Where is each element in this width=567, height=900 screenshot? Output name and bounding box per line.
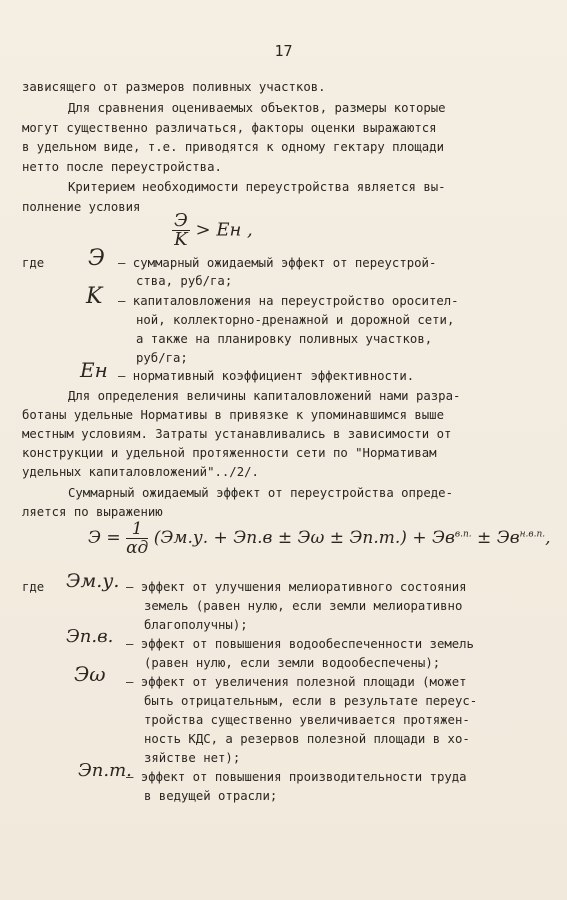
text-line: конструкции и удельной протяженности сети по "Нормативам: [22, 446, 437, 460]
formula-denominator: αд: [126, 538, 149, 558]
where-label: где: [22, 256, 45, 270]
formula-end: ,: [545, 528, 551, 548]
def-line: в ведущей отрасли;: [144, 789, 278, 803]
text-line: местным условиям. Затраты устанавливались в зависимости от: [22, 427, 452, 441]
text-line: ботаны удельные Нормативы в привязке к упоминавшимся выше: [22, 408, 444, 422]
def-symbol: K: [86, 284, 103, 309]
formula-total-effect: [88, 520, 551, 557]
def-line: земель (равен нулю, если земли мелиоративно: [144, 599, 463, 613]
def-symbol: Э: [88, 246, 105, 271]
def-line: ной, коллекторно-дренажной и дорожной сети,: [136, 313, 455, 327]
def-line: – нормативный коэффициент эффективности.: [118, 369, 415, 383]
def-line: – капиталовложения на переустройство оросител-: [118, 294, 459, 308]
text-line: полнение условия: [22, 200, 141, 214]
def-symbol: Эω: [74, 662, 106, 686]
text-line: Критерием необходимости переустройства является вы-: [68, 180, 446, 194]
formula-body: (Эм.у. + Эп.в ± Эω ± Эп.т.) + Эв: [153, 528, 455, 548]
def-symbol: Эп.в.: [66, 626, 114, 647]
def-line: ность КДС, а резервов полезной площади в хо-: [144, 732, 470, 746]
text-line: удельных капиталовложений"../2/.: [22, 465, 259, 479]
page-number: 17: [274, 42, 293, 60]
def-symbol: Эм.у.: [66, 570, 120, 592]
def-line: благополучны);: [144, 618, 248, 632]
formula-criterion: [172, 212, 253, 249]
def-line: – эффект от повышения водообеспеченности земель: [126, 637, 474, 651]
formula-mid: ± Эв: [471, 528, 520, 548]
def-line: – эффект от повышения производительности труда: [126, 770, 467, 784]
def-symbol: Эп.т.: [78, 760, 132, 781]
formula-sup: в.п.: [454, 529, 472, 540]
def-line: быть отрицательным, если в результате переус-: [144, 694, 478, 708]
def-line: ства, руб/га;: [136, 274, 233, 288]
def-line: руб/га;: [136, 351, 188, 365]
text-line: ляется по выражению: [22, 505, 163, 519]
def-line: зяйстве нет);: [144, 751, 241, 765]
def-line: (равен нулю, если земли водообеспечены);: [144, 656, 441, 670]
text-line: могут существенно различаться, факторы оценки выражаются: [22, 121, 437, 135]
def-line: – суммарный ожидаемый эффект от переустрой-: [118, 256, 437, 270]
def-line: – эффект от увеличения полезной площади (может: [126, 675, 467, 689]
formula-rhs: > Eн ,: [195, 219, 253, 241]
formula-lhs: Э =: [88, 528, 121, 548]
formula-fraction: [172, 212, 190, 249]
text-line: Для сравнения оцениваемых объектов, размеры которые: [68, 101, 446, 115]
def-line: тройства существенно увеличивается протяжен-: [144, 713, 470, 727]
formula-fraction: [126, 520, 148, 557]
formula-numerator: Э: [174, 210, 188, 231]
text-line: в удельном виде, т.е. приводятся к одному гектару площади: [22, 140, 444, 154]
text-line: нетто после переустройства.: [22, 160, 222, 174]
def-line: а также на планировку поливных участков,: [136, 332, 433, 346]
formula-denominator: K: [174, 229, 188, 250]
text-line: зависящего от размеров поливных участков.: [22, 80, 326, 94]
def-line: – эффект от улучшения мелиоративного состояния: [126, 580, 467, 594]
def-symbol: Eн: [80, 358, 108, 382]
formula-numerator: 1: [126, 520, 148, 539]
text-line: Для определения величины капиталовложений нами разра-: [68, 389, 461, 403]
text-line: Суммарный ожидаемый эффект от переустройства опреде-: [68, 486, 453, 500]
where-label: где: [22, 580, 45, 594]
formula-sup: н.в.п.: [519, 529, 546, 540]
